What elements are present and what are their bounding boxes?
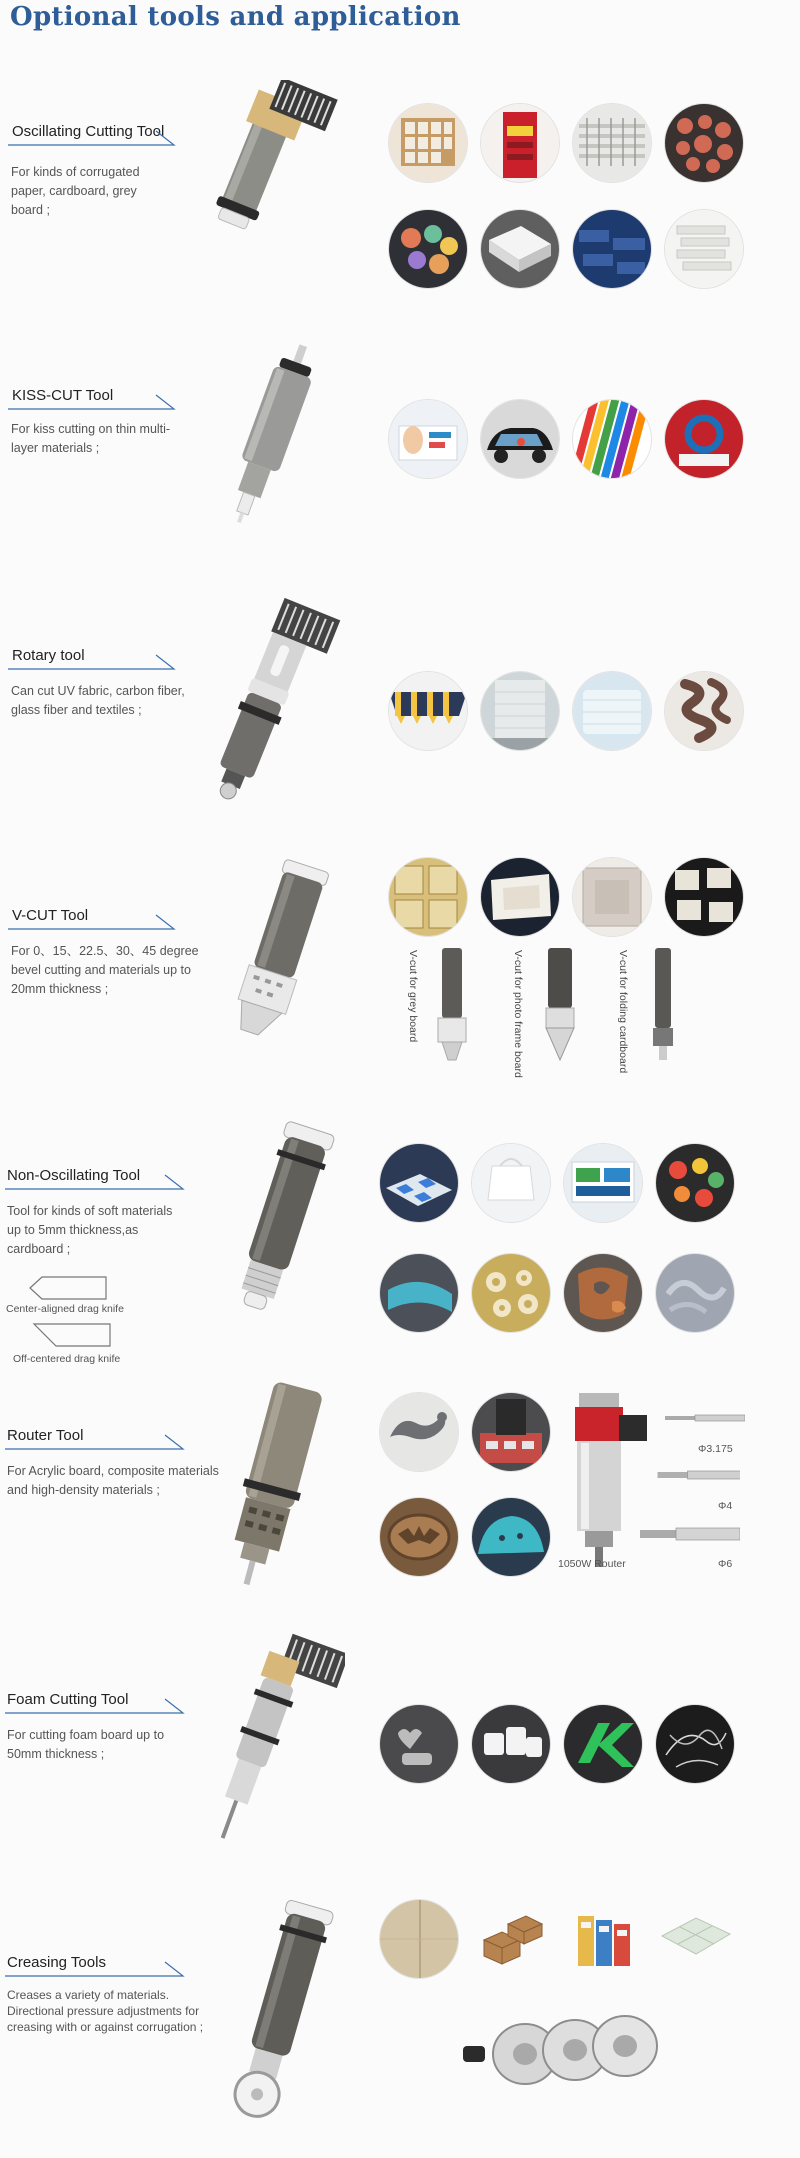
section-router — [0, 1375, 800, 1605]
bit-size-label: Φ4 — [718, 1500, 733, 1512]
v-cut-label: V-cut for folding cardboard — [617, 950, 629, 1074]
application-thumbnail — [573, 400, 651, 478]
application-thumbnail — [481, 210, 559, 288]
application-thumbnail — [564, 1705, 642, 1783]
underline-decoration — [5, 1698, 187, 1714]
application-thumbnail — [472, 1254, 550, 1332]
application-thumbnail — [380, 1254, 458, 1332]
application-thumbnail — [564, 1900, 642, 1978]
non-oscillating-tool-image — [190, 1120, 340, 1330]
tool-name: Rotary tool — [12, 647, 85, 664]
application-thumbnail — [389, 104, 467, 182]
tool-name: Foam Cutting Tool — [7, 1691, 129, 1708]
tool-description: Tool for kinds of soft materials up to 5mm thickness,as cardboard ; — [7, 1204, 173, 1256]
tool-description: For 0、15、22.5、30、45 degree bevel cutting and materials up to 20mm thickness ; — [11, 944, 199, 996]
underline-decoration — [8, 914, 190, 930]
application-thumbnail — [564, 1144, 642, 1222]
oscillating-tool-image — [190, 80, 340, 240]
page-title: Optional tools and application — [10, 2, 461, 32]
application-thumbnail — [472, 1900, 550, 1978]
v-cut-label: V-cut for photo frame board — [512, 950, 524, 1078]
creasing-wheels-image — [455, 2010, 675, 2090]
v-cut-grey-board-blade — [432, 948, 472, 1068]
application-thumbnail — [481, 400, 559, 478]
router-bit-icon — [655, 1470, 740, 1480]
application-thumbnail — [573, 672, 651, 750]
application-thumbnail — [481, 672, 559, 750]
underline-decoration — [5, 1961, 187, 1977]
application-thumbnail — [481, 104, 559, 182]
foam-cutting-tool-image — [175, 1625, 345, 1865]
underline-decoration — [8, 654, 190, 670]
application-thumbnail — [573, 104, 651, 182]
application-thumbnail — [665, 672, 743, 750]
application-thumbnail — [564, 1254, 642, 1332]
v-cut-photo-frame-blade — [540, 948, 580, 1068]
section-rotary — [0, 590, 800, 820]
router-bit-icon — [665, 1413, 745, 1423]
application-thumbnail — [389, 672, 467, 750]
application-thumbnail — [389, 210, 467, 288]
application-thumbnail — [380, 1144, 458, 1222]
center-aligned-knife-icon — [28, 1275, 108, 1301]
application-thumbnail — [573, 858, 651, 936]
tool-description: For Acrylic board, composite materials and high-density materials ; — [7, 1464, 219, 1497]
creasing-tool-image — [185, 1900, 335, 2130]
section-kiss-cut — [0, 330, 800, 550]
application-thumbnail — [573, 210, 651, 288]
application-thumbnail — [665, 858, 743, 936]
tool-name: KISS-CUT Tool — [12, 387, 114, 404]
underline-decoration — [5, 1434, 187, 1450]
application-thumbnail — [472, 1393, 550, 1471]
knife-label: Center-aligned drag knife — [6, 1303, 124, 1315]
underline-decoration — [8, 394, 190, 410]
router-spindle-image — [565, 1393, 655, 1573]
application-thumbnail — [472, 1705, 550, 1783]
application-thumbnail — [380, 1900, 458, 1978]
router-label: 1050W Router — [558, 1558, 626, 1570]
tool-name: Oscillating Cutting Tool — [12, 123, 165, 140]
v-cut-folding-cardboard-blade — [643, 948, 683, 1068]
application-thumbnail — [380, 1393, 458, 1471]
underline-decoration — [8, 130, 190, 146]
section-non-oscillating — [0, 1110, 800, 1365]
tool-description: For kiss cutting on thin multi-layer materials ; — [11, 422, 171, 455]
section-creasing — [0, 1890, 800, 2150]
application-thumbnail — [472, 1144, 550, 1222]
application-thumbnail — [665, 104, 743, 182]
bit-size-label: Φ6 — [718, 1558, 733, 1570]
tool-name: V-CUT Tool — [12, 907, 89, 924]
application-thumbnail — [380, 1498, 458, 1576]
application-thumbnail — [656, 1254, 734, 1332]
application-thumbnail — [481, 858, 559, 936]
application-thumbnail — [472, 1498, 550, 1576]
tool-description: Creases a variety of materials. Directional pressure adjustments for creasing with or against corrugation ; — [7, 1988, 204, 2034]
v-cut-label: V-cut for grey board — [407, 950, 419, 1043]
knife-label: Off-centered drag knife — [13, 1353, 121, 1365]
tool-name: Creasing Tools — [7, 1954, 106, 1971]
section-foam — [0, 1625, 800, 1875]
router-tool-image — [200, 1375, 340, 1595]
application-thumbnail — [665, 210, 743, 288]
application-thumbnail — [389, 858, 467, 936]
application-thumbnail — [656, 1144, 734, 1222]
tool-description: For kinds of corrugated paper, cardboard, grey board ; — [11, 165, 140, 217]
rotary-tool-image — [185, 590, 355, 810]
router-bit-icon — [640, 1527, 740, 1541]
bit-size-label: Φ3.175 — [698, 1443, 733, 1455]
application-thumbnail — [665, 400, 743, 478]
off-centered-knife-icon — [32, 1322, 112, 1348]
application-thumbnail — [656, 1900, 734, 1978]
kiss-cut-tool-image — [195, 340, 345, 540]
tool-description: Can cut UV fabric, carbon fiber, glass fiber and textiles ; — [11, 684, 185, 717]
tool-name: Non-Oscillating Tool — [7, 1167, 141, 1184]
section-v-cut — [0, 850, 800, 1090]
tool-name: Router Tool — [7, 1427, 84, 1444]
v-cut-tool-image — [185, 850, 355, 1060]
underline-decoration — [5, 1174, 187, 1190]
application-thumbnail — [380, 1705, 458, 1783]
tool-description: For cutting foam board up to 50mm thickness ; — [7, 1728, 165, 1761]
application-thumbnail — [656, 1705, 734, 1783]
application-thumbnail — [389, 400, 467, 478]
section-oscillating — [0, 70, 800, 310]
